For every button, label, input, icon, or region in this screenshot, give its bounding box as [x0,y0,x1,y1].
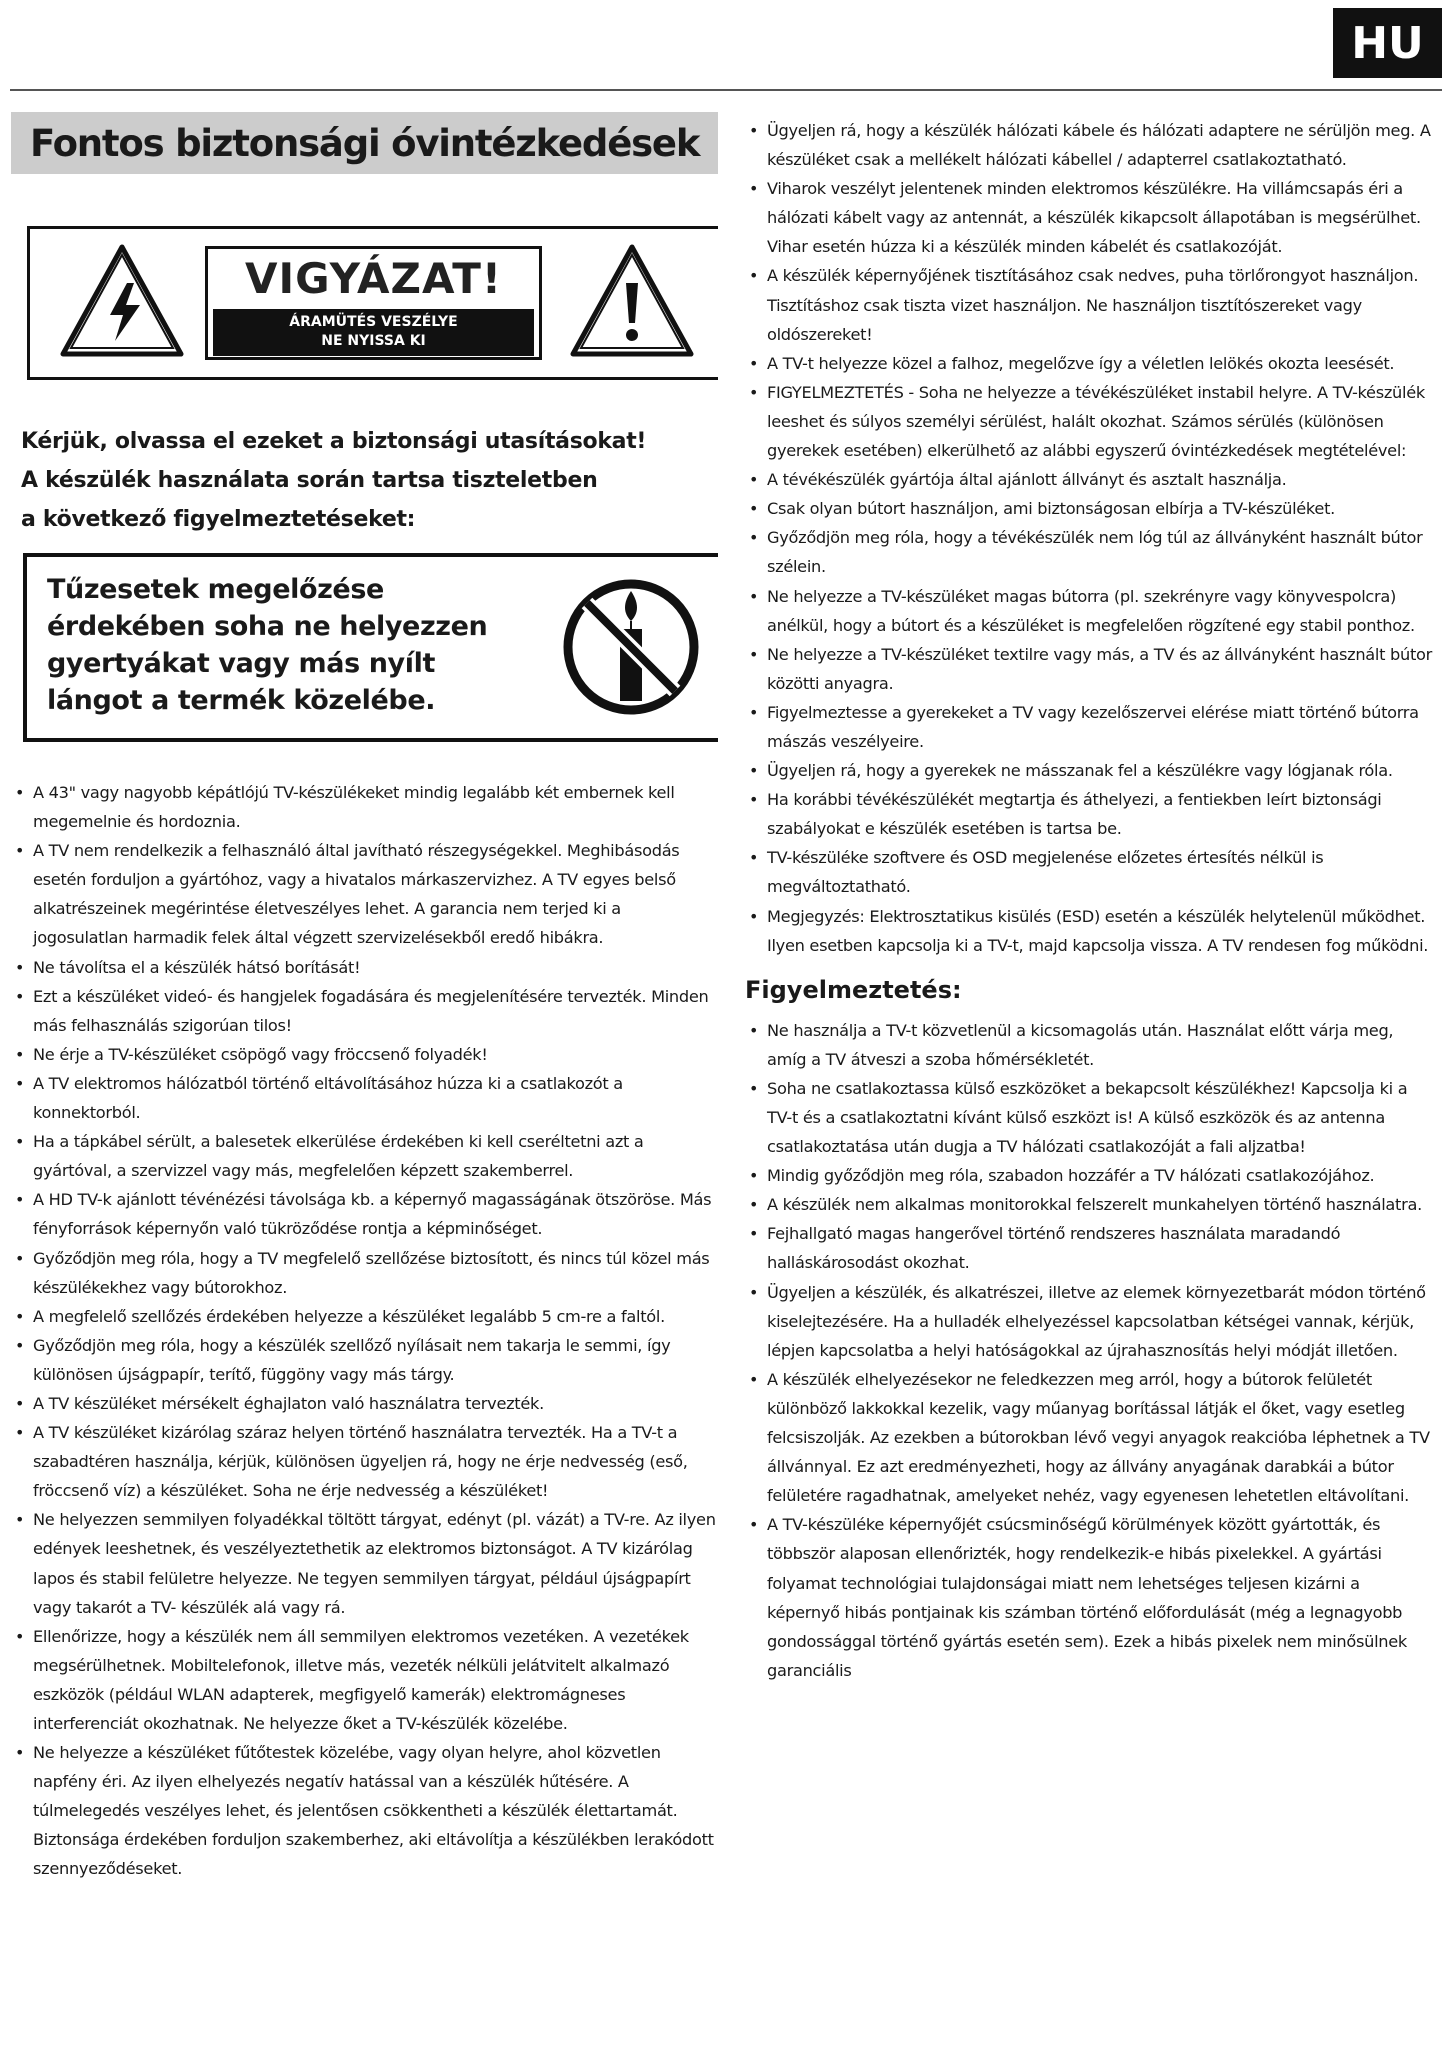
list-item: • A készülék képernyőjének tisztításához csak nedves, puha törlőrongyot használjon. Tisztításhoz csak tiszta vizet használjon. Ne használjon tisztítószereket vagy oldószereket! [745,261,1437,348]
warning-list [745,1016,1437,1685]
list-item: • Ügyeljen rá, hogy a készülék hálózati kábele és hálózati adaptere ne sérüljön meg. A készüléket csak a mellékelt hálózati kábellel / adapterrel csatlakoztatható. [745,116,1437,174]
left-safety-list [11,778,718,1884]
fire-prevention-box [23,553,718,742]
intro-line-3: a következő figyelmeztetéseket: [21,507,416,532]
caution-subtitle-line2: NE NYISSA KI [321,333,426,349]
list-item: • Figyelmeztesse a gyerekeket a TV vagy kezelőszervei elérése miatt történő bútorra mászás veszélyeire. [745,698,1437,756]
top-divider [10,89,1442,91]
fire-line-4: lángot a termék közelébe. [47,685,436,716]
page-title: Fontos biztonsági óvintézkedések [11,112,718,174]
intro-instructions [21,422,718,539]
list-item: • Ügyeljen a készülék, és alkatrészei, illetve az elemek környezetbarát módon történő kiselejtezésére. Ha a hulladék elhelyezéssel kapcsolatban kétségei vannak, kérjük, lépjen kapcsolatba a helyi hatóságokkal az újrahasznosítás helyi módját illetően. [745,1278,1437,1365]
list-item: • Ne használja a TV-t közvetlenül a kicsomagolás után. Használat előtt várja meg, amíg a TV átveszi a szoba hőmérsékletét. [745,1016,1437,1074]
list-item: • Csak olyan bútort használjon, ami biztonságosan elbírja a TV-készüléket. [745,494,1437,523]
list-item: • A TV készüléket kizárólag száraz helyen történő használatra tervezték. Ha a TV-t a szabadtéren használja, kérjük, különösen ügyeljen rá, hogy ne érje nedvesség (eső, fröccsenő víz) a készüléket. Soha ne érje nedvesség a készüléket! [11,1418,718,1505]
list-item: • TV-készüléke szoftvere és OSD megjelenése előzetes értesítés nélkül is megváltoztatható. [745,843,1437,901]
list-item: • Ezt a készüléket videó- és hangjelek fogadására és megjelenítésére tervezték. Minden más felhasználás szigorúan tilos! [11,982,718,1040]
list-item: • Győződjön meg róla, hogy a TV megfelelő szellőzése biztosított, és nincs túl közel más készülékekhez vagy bútorokhoz. [11,1244,718,1302]
caution-subtitle-line1: ÁRAMÜTÉS VESZÉLYE [289,314,458,330]
list-item: • Fejhallgató magas hangerővel történő rendszeres használata maradandó halláskárosodást okozhat. [745,1219,1437,1277]
list-item: • A TV elektromos hálózatból történő eltávolításához húzza ki a csatlakozót a konnektorból. [11,1069,718,1127]
list-item: • Ne helyezze a TV-készüléket magas bútorra (pl. szekrényre vagy könyvespolcra) anélkül, hogy a bútort és a készüléket is megfelelően rögzítené egy stabil ponthoz. [745,582,1437,640]
list-item: • Ha a tápkábel sérült, a balesetek elkerülése érdekében ki kell cseréltetni azt a gyártóval, a szervizzel vagy más, megfelelően képzett szakemberrel. [11,1127,718,1185]
list-item: • A tévékészülék gyártója által ajánlott állványt és asztalt használja. [745,465,1437,494]
fire-line-3: gyertyákat vagy más nyílt [47,648,435,679]
exclamation-warning-icon [570,243,695,358]
list-item: • Ne helyezze a készüléket fűtőtestek közelébe, vagy olyan helyre, ahol közvetlen napfény éri. Az ilyen elhelyezés negatív hatással van a készülék hűtésére. A túlmelegedés veszélyes lehet, és jelentősen csökkentheti a készülék élettartamát. Biztonsága érdekében forduljon szakemberhez, aki eltávolítja a készülékben lerakódott szennyeződéseket. [11,1738,718,1883]
list-item: • A TV-készüléke képernyőjét csúcsminőségű körülmények között gyártották, és többször alaposan ellenőrizték, hogy rendelkezik-e hibás pixelekkel. A gyártási folyamat technológiai tulajdonságai miatt nem lehetséges teljesen kizárni a képernyő hibás pontjainak kis számban történő előfordulását (még a legnagyobb gondossággal történő gyártás esetén sem). Ezek a hibás pixelek nem minősülnek garanciális [745,1510,1437,1685]
right-column [745,116,1437,2066]
caution-panel [205,246,542,360]
fire-line-2: érdekében soha ne helyezzen [47,611,488,642]
list-item: • A 43" vagy nagyobb képátlójú TV-készülékeket mindig legalább két embernek kell megemelnie és hordoznia. [11,778,718,836]
list-item: • Ne helyezze a TV-készüléket textilre vagy más, a TV és az állványként használt bútor közötti anyagra. [745,640,1437,698]
list-item: • Győződjön meg róla, hogy a tévékészülék nem lóg túl az állványként használt bútor szélein. [745,523,1437,581]
list-item: • FIGYELMEZTETÉS - Soha ne helyezze a tévékészüléket instabil helyre. A TV-készülék leeshet és súlyos személyi sérülést, halált okozhat. Számos sérülés (különösen gyerekek esetében) elkerülhető az alábbi egyszerű óvintézkedések megtételével: [745,378,1437,465]
list-item: • Ellenőrizze, hogy a készülék nem áll semmilyen elektromos vezetéken. A vezetékek megsérülhetnek. Mobiltelefonok, illetve más, vezeték nélküli jelátvitelt alkalmazó eszközök (például WLAN adapterek, megfigyelő kamerák) elektromágneses interferenciát okozhatnak. Ne helyezze őket a TV-készülék közelébe. [11,1622,718,1738]
list-item: • A TV készüléket mérsékelt éghajlaton való használatra tervezték. [11,1389,718,1418]
language-badge: HU [1333,8,1442,78]
left-column [11,112,718,2062]
list-item: • A TV-t helyezze közel a falhoz, megelőzve így a véletlen lelökés okozta leesését. [745,349,1437,378]
list-item: • Soha ne csatlakoztassa külső eszközöket a bekapcsolt készülékhez! Kapcsolja ki a TV-t és a csatlakoztatni kívánt külső eszközt is! A külső eszközök és az antenna csatlakoztatása után dugja a TV hálózati csatlakozóját a fali aljzatba! [745,1074,1437,1161]
intro-line-2: A készülék használata során tartsa tiszteletben [21,468,598,493]
list-item: • Ne érje a TV-készüléket csöpögő vagy fröccsenő folyadék! [11,1040,718,1069]
list-item: • A HD TV-k ajánlott tévénézési távolsága kb. a képernyő magasságának ötszöröse. Más fényforrások képernyőn való tükröződése rontja a képminőséget. [11,1185,718,1243]
list-item: • Ne távolítsa el a készülék hátsó borítását! [11,953,718,982]
no-candle-icon [561,577,701,717]
list-item: • Ha korábbi tévékészülékét megtartja és áthelyezi, a fentiekben leírt biztonsági szabályokat e készülék esetében is tartsa be. [745,785,1437,843]
list-item: • A megfelelő szellőzés érdekében helyezze a készüléket legalább 5 cm-re a faltól. [11,1302,718,1331]
list-item: • Ne helyezzen semmilyen folyadékkal töltött tárgyat, edényt (pl. vázát) a TV-re. Az ilyen edények leeshetnek, és veszélyeztethetik az elektromos biztonságot. A TV kizárólag lapos és stabil felületre helyezze. Ne tegyen semmilyen tárgyat, például újságpapírt vagy takarót a TV- készülék alá vagy rá. [11,1505,718,1621]
list-item: • Győződjön meg róla, hogy a készülék szellőző nyílásait nem takarja le semmi, így különösen újságpapír, terítő, függöny vagy más tárgy. [11,1331,718,1389]
caution-title: VIGYÁZAT! [244,254,503,303]
list-item: • Viharok veszélyt jelentenek minden elektromos készülékre. Ha villámcsapás éri a hálózati kábelt vagy az antennát, a készülék kikapcsolt állapotában is megsérülhet. Vihar esetén húzza ki a készülék minden kábelét és csatlakozóját. [745,174,1437,261]
lightning-warning-icon [60,243,185,358]
fire-line-1: Tűzesetek megelőzése [47,574,384,605]
warning-heading: Figyelmeztetés: [745,975,962,1004]
list-item: • A készülék nem alkalmas monitorokkal felszerelt munkahelyen történő használatra. [745,1190,1437,1219]
list-item: • Megjegyzés: Elektrosztatikus kisülés (ESD) esetén a készülék helytelenül működhet. Ilyen esetben kapcsolja ki a TV-t, majd kapcsolja vissza. A TV rendesen fog működni. [745,902,1437,960]
list-item: • Mindig győződjön meg róla, szabadon hozzáfér a TV hálózati csatlakozójához. [745,1161,1437,1190]
list-item: • A TV nem rendelkezik a felhasználó által javítható részegységekkel. Meghibásodás esetén forduljon a gyártóhoz, vagy a hivatalos márkaszervizhez. A TV egyes belső alkatrészeinek megérintése életveszélyes lehet. A garancia nem terjed ki a jogosulatlan harmadik felek által végzett szervizelésekből eredő hibákra. [11,836,718,952]
caution-subtitle [213,309,534,356]
fire-prevention-text [47,571,517,719]
intro-line-1: Kérjük, olvassa el ezeket a biztonsági utasításokat! [21,429,647,454]
list-item: • A készülék elhelyezésekor ne feledkezzen meg arról, hogy a bútorok felületét különböző lakkokkal kezelik, vagy műanyag borítással látják el őket, vagy esetleg felcsiszolják. Az ezekben a bútorokban lévő vegyi anyagok reakcióba léphetnek a TV állvánnyal. Ez azt eredményezheti, hogy az állvány anyagának darabkái a bútor felületére ragadhatnak, amelyeket nehéz, vagy egyenesen lehetetlen eltávolítani. [745,1365,1437,1510]
electric-shock-warning-label [27,226,718,380]
right-safety-list [745,116,1437,960]
list-item: • Ügyeljen rá, hogy a gyerekek ne másszanak fel a készülékre vagy lógjanak róla. [745,756,1437,785]
